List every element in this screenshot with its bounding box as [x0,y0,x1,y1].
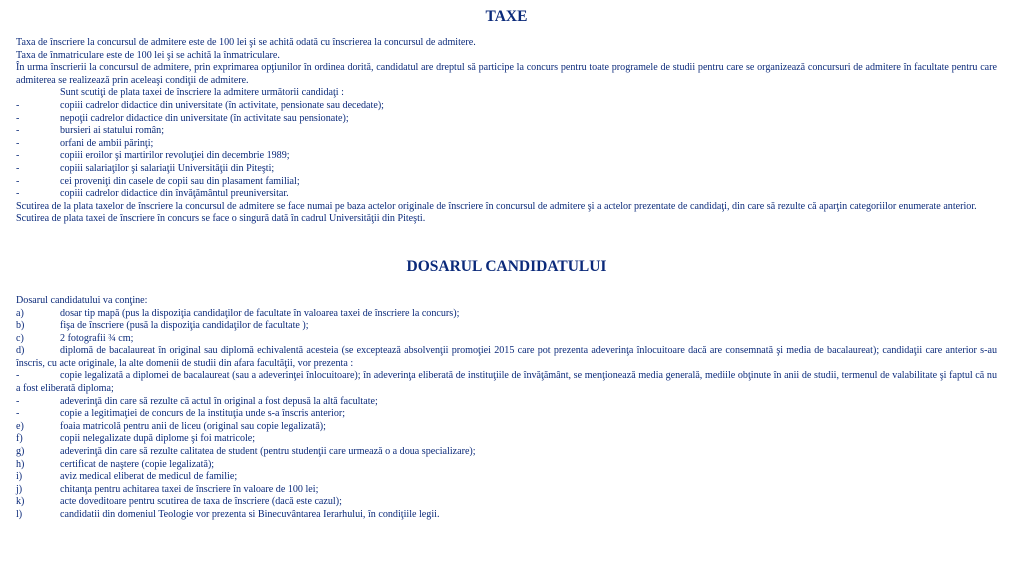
list-marker: - [16,112,20,124]
list-item-text: nepoţii cadrelor didactice din universitate (în activitate sau pensionate); [60,112,349,124]
taxe-section [16,37,997,226]
list-item-text: diplomă de bacalaureat în original sau diplomă echivalentă acesteia (se exceptează absolvenţii promoţiei 2015 care pot prezenta adeverinţa înlocuitoare dacă are consemnată şi media de bacalaureat); candidaţii care anterior s-au înscris, cu acte originale, la alte domenii de studii din afara facultăţii, vor prezenta : [16,345,997,369]
list-item-text: certificat de naştere (copie legalizată); [60,458,215,470]
list-item-text: dosar tip mapă (pus la dispoziţia candidaţilor de facultate în valoarea taxei de înscriere la concurs); [60,307,460,319]
list-item-text: bursieri ai statului român; [60,125,164,137]
list-item [16,433,997,446]
list-item [16,308,997,321]
list-marker: - [16,162,20,174]
list-item [16,333,997,346]
list-marker: c) [16,332,24,344]
list-item-text: chitanţa pentru achitarea taxei de înscriere în valoare de 100 lei; [60,483,319,495]
list-item [16,100,997,113]
list-item [16,320,997,333]
taxe-heading: TAXE [485,8,528,25]
list-item [16,484,997,497]
list-item-text: cei proveniţi din casele de copii sau din plasament familial; [60,175,300,187]
list-item [16,396,997,409]
list-item [16,138,997,151]
list-item-text: 2 fotografii ¾ cm; [60,332,134,344]
list-item-text: candidatii din domeniul Teologie vor prezenta si Binecuvântarea Ierarhului, în condiţiile legii. [60,509,440,520]
list-marker: - [16,395,20,407]
dosar-heading: DOSARUL CANDIDATULUI [406,257,607,275]
list-item-text: copie a legitimaţiei de concurs de la instituţia unde s-a înscris anterior; [60,408,346,420]
dosar-list [16,308,997,522]
paragraph-scutiti: Sunt scutiţi de plata taxei de înscriere la admitere următorii candidaţi : [60,87,344,99]
list-item-text: copiii cadrelor didactice din universitate (în activitate, pensionate sau decedate); [60,99,384,111]
list-marker: e) [16,420,24,432]
list-item-text: aviz medical eliberat de medicul de familie; [60,471,238,483]
list-item [16,408,997,421]
list-marker: a) [16,307,24,319]
list-item [16,370,997,395]
list-item [16,496,997,509]
list-item-text: copii nelegalizate după diplome şi foi matricole; [60,433,256,445]
paragraph-scutirea-o-data: Scutirea de plata taxei de înscriere în concurs se face o singură dată în cadrul Universităţii din Piteşti. [16,213,426,225]
list-item [16,125,997,138]
list-item-text: foaia matricolă pentru anii de liceu (original sau copie legalizată); [60,420,326,432]
list-item [16,188,997,201]
paragraph-dosar-intro: Dosarul candidatului va conţine: [16,294,148,306]
list-item [16,421,997,434]
list-item-text: copiii salariaţilor şi salariaţii Universităţii din Piteşti; [60,162,275,174]
list-marker: d) [16,345,25,357]
list-item [16,509,997,522]
list-item-text: acte doveditoare pentru scutirea de taxa de înscriere (dacă este cazul); [60,496,342,508]
paragraph-taxa-inmatriculare: Taxa de înmatriculare este de 100 lei şi se achită la înmatriculare. [16,49,280,61]
list-marker: j) [16,483,23,495]
paragraph-optiuni: În urma înscrierii la concursul de admitere, prin exprimarea opţiunilor în ordinea dorită, candidatul are dreptul să participe la concurs pentru toate programele de studii pentru care se organizează concursuri de admitere în facultate pentru care admiterea se realizează prin aceleaşi condiţii de admitere. [16,62,997,86]
list-item-text: copiii eroilor şi martirilor revoluţiei din decembrie 1989; [60,150,290,162]
list-marker: - [16,150,20,162]
list-marker: - [16,370,20,382]
paragraph-taxa-inscriere: Taxa de înscriere la concursul de admitere este de 100 lei şi se achită odată cu înscrierea la concursul de admitere. [16,37,476,48]
list-item [16,345,997,370]
dosar-section [16,295,997,522]
list-item-text: adeverinţă din care să rezulte calitatea de student (pentru studenţii care urmează o a doua specializare); [60,446,476,458]
list-marker: - [16,188,20,200]
list-item-text: orfani de ambii părinţi; [60,137,154,149]
list-marker: - [16,175,20,187]
exempt-list [16,100,997,201]
list-item [16,163,997,176]
list-item [16,446,997,459]
list-marker: - [16,408,20,420]
list-marker: h) [16,458,25,470]
list-marker: - [16,137,20,149]
list-marker: - [16,99,20,111]
list-item-text: copie legalizată a diplomei de bacalaureat (sau a adeverinţei înlocuitoare); în adeverinţa eliberată de instituţiile de învăţământ, se menţionează media generală, mediile obţinute în anii de studii, termenul de valabilitate şi faptul că nu a fost eliberată diploma; [16,370,997,395]
list-item-text: copiii cadrelor didactice din învăţământul preuniversitar. [60,188,289,200]
list-item [16,176,997,189]
list-marker: g) [16,446,25,458]
list-item [16,113,997,126]
list-marker: i) [16,471,23,483]
list-item-text: adeverinţă din care să rezulte că actul în original a fost depusă la altă facultate; [60,395,378,407]
list-item-text: fişa de înscriere (pusă la dispoziţia candidaţilor de facultate ); [60,320,309,332]
list-marker: l) [16,509,23,520]
list-marker: - [16,125,20,137]
list-marker: f) [16,433,23,445]
document-page [16,0,997,522]
list-marker: k) [16,496,25,508]
list-marker: b) [16,320,25,332]
paragraph-scutirea-acte: Scutirea de la plata taxelor de înscriere la concursul de admitere se face numai pe baza actelor originale de înscriere în concursul de admitere şi a actelor prezentate de candidaţi, din care să rezulte că aparţin categoriilor enumerate anterior. [16,200,977,212]
list-item [16,459,997,472]
list-item [16,471,997,484]
list-item [16,150,997,163]
